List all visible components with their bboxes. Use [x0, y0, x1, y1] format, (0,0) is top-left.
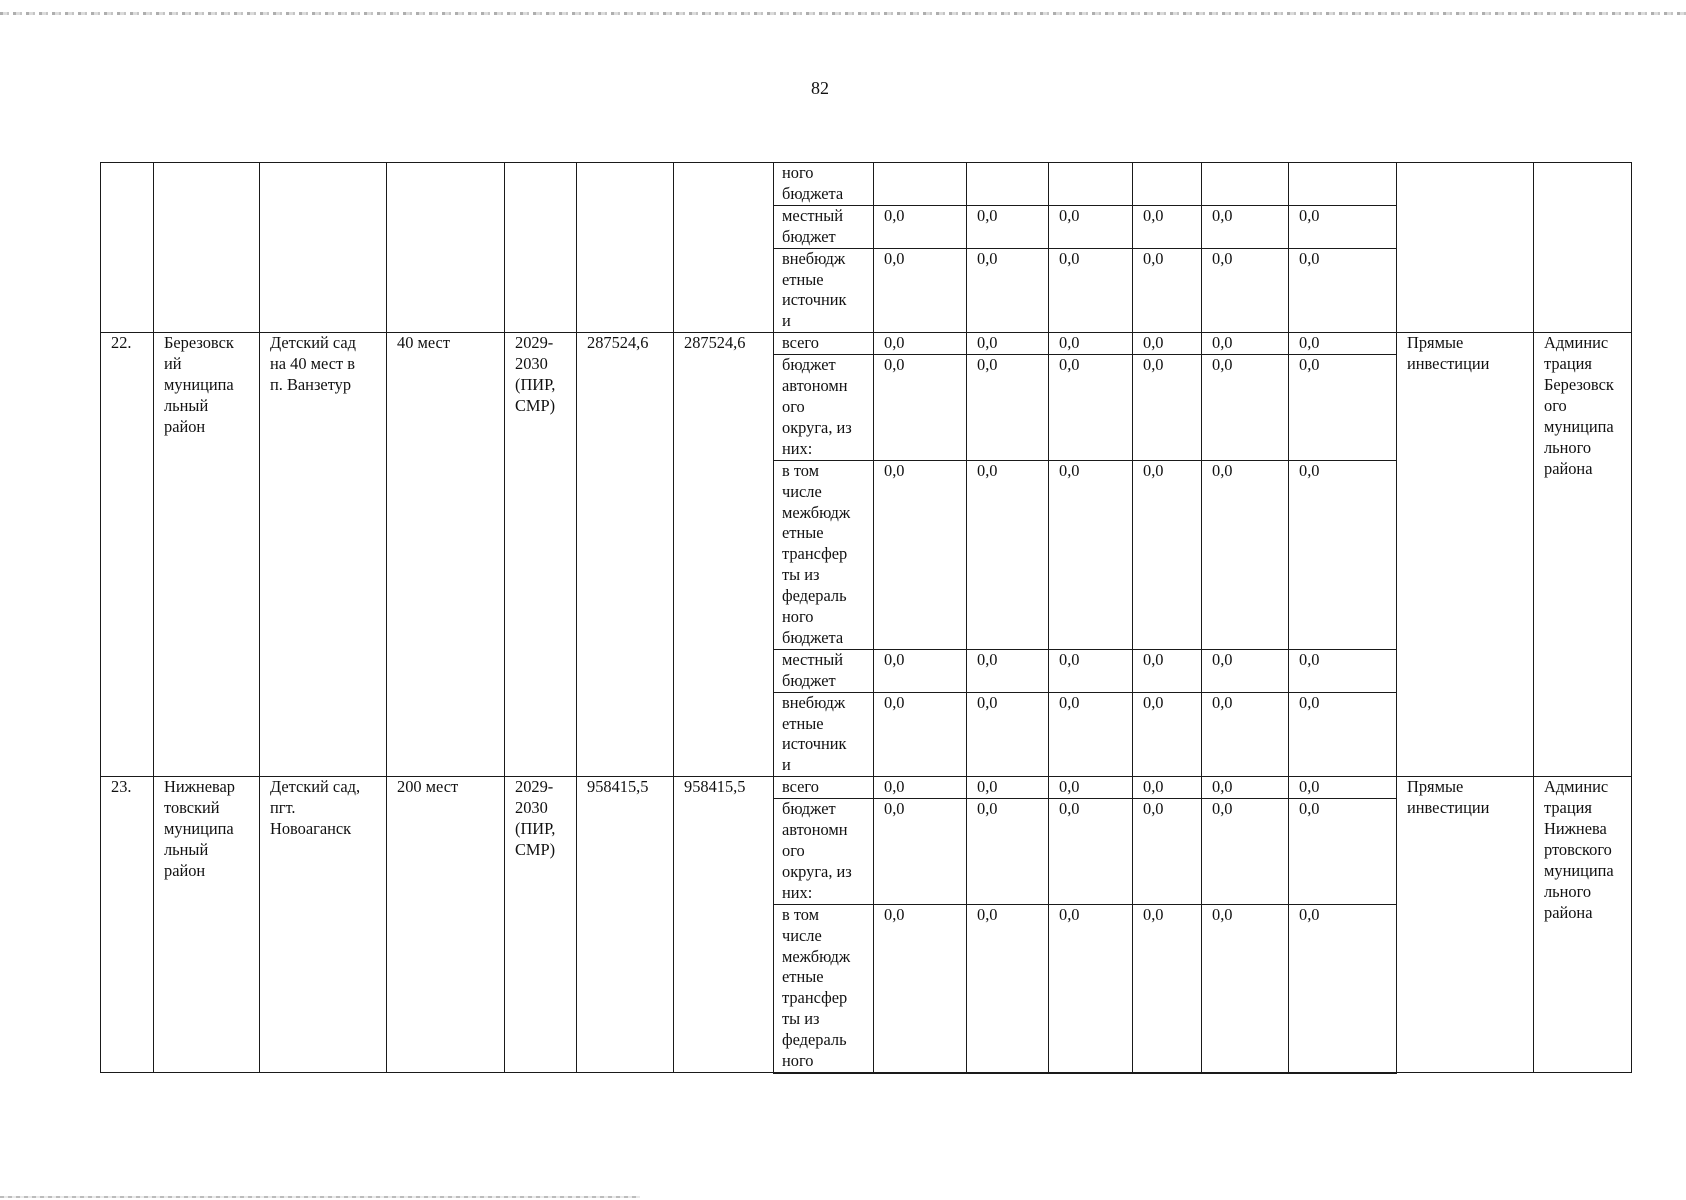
entry-1-funding-source-3	[774, 649, 874, 692]
entry-1-responsible	[1534, 333, 1632, 777]
entry-1-capacity	[387, 333, 505, 777]
entry-2-value-1-4	[1202, 799, 1289, 905]
entry-2-number	[101, 777, 154, 1073]
entry-1-cost-remaining-text: 287524,6	[684, 333, 746, 353]
continuation-mechanism	[1397, 163, 1534, 333]
entry-1-value-3-1-text: 0,0	[977, 649, 998, 669]
continuation-value-2-1-text: 0,0	[977, 248, 998, 268]
entry-1-value-4-5-text: 0,0	[1299, 692, 1320, 712]
entry-1-value-2-0-text: 0,0	[884, 460, 905, 480]
entry-1-value-4-1-text: 0,0	[977, 692, 998, 712]
entry-1-value-4-3	[1133, 692, 1202, 777]
entry-1-value-0-3-text: 0,0	[1143, 333, 1164, 353]
entry-1-value-3-3-text: 0,0	[1143, 649, 1164, 669]
entry-2-value-0-2	[1049, 777, 1133, 799]
entry-1-value-4-5	[1289, 692, 1397, 777]
continuation-responsible	[1534, 163, 1632, 333]
entry-1-municipality	[154, 333, 260, 777]
entry-2-period	[505, 777, 577, 1073]
continuation-funding-source-1	[774, 205, 874, 248]
entry-1-value-2-5	[1289, 460, 1397, 649]
entry-2-value-0-4-text: 0,0	[1212, 777, 1233, 797]
entry-2-cost-total-text: 958415,5	[587, 777, 649, 797]
continuation-value-1-5-text: 0,0	[1299, 205, 1320, 225]
table-row	[101, 163, 1632, 206]
entry-2-value-0-2-text: 0,0	[1059, 777, 1080, 797]
entry-2-value-1-0	[874, 799, 967, 905]
entry-1-value-1-3	[1133, 355, 1202, 461]
entry-1-value-1-4-text: 0,0	[1212, 355, 1233, 375]
entry-1-value-4-2	[1049, 692, 1133, 777]
entry-1-value-1-1-text: 0,0	[977, 355, 998, 375]
entry-1-funding-source-4-text: внебюдж етные источник и	[782, 692, 847, 775]
continuation-empty-col-1	[154, 163, 260, 333]
continuation-empty-col-0	[101, 163, 154, 333]
continuation-value-1-3-text: 0,0	[1143, 205, 1164, 225]
entry-1-value-2-5-text: 0,0	[1299, 460, 1320, 480]
entry-1-municipality-text: Березовск ий муниципа льный район	[164, 333, 234, 436]
entry-2-value-0-3	[1133, 777, 1202, 799]
entry-2-value-0-1	[967, 777, 1049, 799]
entry-2-object	[260, 777, 387, 1073]
continuation-funding-source-0	[774, 163, 874, 206]
entry-1-value-2-0	[874, 460, 967, 649]
entry-2-capacity	[387, 777, 505, 1073]
entry-1-value-1-0-text: 0,0	[884, 355, 905, 375]
entry-1-funding-source-4	[774, 692, 874, 777]
entry-2-value-0-0-text: 0,0	[884, 777, 905, 797]
entry-2-value-1-4-text: 0,0	[1212, 799, 1233, 819]
entry-2-value-0-5	[1289, 777, 1397, 799]
continuation-value-0-5	[1289, 163, 1397, 206]
entry-1-funding-source-1-text: бюджет автономн ого округа, из них:	[782, 355, 852, 458]
entry-1-value-0-5	[1289, 333, 1397, 355]
continuation-value-2-0-text: 0,0	[884, 248, 905, 268]
financing-table-body	[101, 163, 1632, 1073]
entry-1-value-0-2	[1049, 333, 1133, 355]
entry-1-mechanism	[1397, 333, 1534, 777]
continuation-value-1-1	[967, 205, 1049, 248]
continuation-value-1-3	[1133, 205, 1202, 248]
entry-1-value-3-0	[874, 649, 967, 692]
entry-2-value-0-3-text: 0,0	[1143, 777, 1164, 797]
entry-2-value-2-5	[1289, 904, 1397, 1073]
continuation-value-1-2	[1049, 205, 1133, 248]
entry-2-value-2-1-text: 0,0	[977, 904, 998, 924]
entry-1-funding-source-0-text: всего	[782, 333, 819, 353]
continuation-value-2-2-text: 0,0	[1059, 248, 1080, 268]
continuation-value-2-1	[967, 248, 1049, 333]
continuation-funding-source-1-text: местный бюджет	[782, 205, 844, 246]
continuation-value-1-1-text: 0,0	[977, 205, 998, 225]
entry-1-capacity-text: 40 мест	[397, 333, 450, 353]
continuation-value-1-4	[1202, 205, 1289, 248]
entry-1-value-4-1	[967, 692, 1049, 777]
continuation-value-2-3-text: 0,0	[1143, 248, 1164, 268]
entry-1-funding-source-3-text: местный бюджет	[782, 649, 844, 690]
continuation-value-0-4	[1202, 163, 1289, 206]
entry-2-responsible	[1534, 777, 1632, 1073]
entry-1-value-4-4	[1202, 692, 1289, 777]
entry-2-value-2-1	[967, 904, 1049, 1073]
entry-2-funding-source-2	[774, 904, 874, 1073]
entry-1-funding-source-0	[774, 333, 874, 355]
entry-1-value-4-0-text: 0,0	[884, 692, 905, 712]
page-number: 82	[811, 78, 829, 98]
entry-2-value-2-2-text: 0,0	[1059, 904, 1080, 924]
entry-2-object-text: Детский сад, пгт. Новоаганск	[270, 777, 361, 839]
entry-2-value-1-5	[1289, 799, 1397, 905]
entry-1-value-2-1	[967, 460, 1049, 649]
entry-1-value-0-4	[1202, 333, 1289, 355]
table-row	[101, 777, 1632, 799]
entry-2-value-2-5-text: 0,0	[1299, 904, 1320, 924]
entry-1-period-text: 2029- 2030 (ПИР, СМР)	[515, 333, 556, 415]
entry-2-value-2-3-text: 0,0	[1143, 904, 1164, 924]
continuation-funding-source-2	[774, 248, 874, 333]
entry-1-value-4-4-text: 0,0	[1212, 692, 1233, 712]
entry-2-value-2-4-text: 0,0	[1212, 904, 1233, 924]
continuation-value-0-3	[1133, 163, 1202, 206]
continuation-empty-col-4	[505, 163, 577, 333]
entry-1-value-0-1-text: 0,0	[977, 333, 998, 353]
scan-edge-top	[0, 12, 1686, 15]
entry-1-value-0-3	[1133, 333, 1202, 355]
entry-1-value-3-5-text: 0,0	[1299, 649, 1320, 669]
entry-2-value-1-3-text: 0,0	[1143, 799, 1164, 819]
entry-2-cost-total	[577, 777, 674, 1073]
entry-1-value-3-2-text: 0,0	[1059, 649, 1080, 669]
financing-table	[100, 162, 1632, 1074]
entry-2-value-2-0-text: 0,0	[884, 904, 905, 924]
entry-1-value-1-5-text: 0,0	[1299, 355, 1320, 375]
entry-1-period	[505, 333, 577, 777]
continuation-value-2-5-text: 0,0	[1299, 248, 1320, 268]
continuation-empty-col-2	[260, 163, 387, 333]
entry-2-value-0-4	[1202, 777, 1289, 799]
continuation-value-0-0	[874, 163, 967, 206]
entry-1-value-3-1	[967, 649, 1049, 692]
entry-1-value-1-2	[1049, 355, 1133, 461]
financing-table-frame	[100, 162, 1631, 1074]
entry-1-value-0-0-text: 0,0	[884, 333, 905, 353]
entry-1-value-2-3-text: 0,0	[1143, 460, 1164, 480]
continuation-value-1-4-text: 0,0	[1212, 205, 1233, 225]
entry-1-value-0-5-text: 0,0	[1299, 333, 1320, 353]
scan-edge-bottom	[0, 1196, 640, 1198]
entry-1-value-3-5	[1289, 649, 1397, 692]
table-row	[101, 333, 1632, 355]
entry-2-value-2-0	[874, 904, 967, 1073]
entry-2-value-2-4	[1202, 904, 1289, 1073]
entry-1-value-2-1-text: 0,0	[977, 460, 998, 480]
continuation-value-1-2-text: 0,0	[1059, 205, 1080, 225]
continuation-value-2-3	[1133, 248, 1202, 333]
entry-1-value-2-3	[1133, 460, 1202, 649]
entry-2-value-1-1	[967, 799, 1049, 905]
entry-1-value-4-0	[874, 692, 967, 777]
continuation-funding-source-0-text: ного бюджета	[782, 163, 844, 203]
continuation-value-2-4-text: 0,0	[1212, 248, 1233, 268]
entry-1-value-1-5	[1289, 355, 1397, 461]
entry-2-value-2-3	[1133, 904, 1202, 1073]
entry-1-value-1-2-text: 0,0	[1059, 355, 1080, 375]
entry-2-municipality	[154, 777, 260, 1073]
entry-1-object	[260, 333, 387, 777]
entry-2-value-1-3	[1133, 799, 1202, 905]
entry-2-value-1-5-text: 0,0	[1299, 799, 1320, 819]
entry-1-value-0-1	[967, 333, 1049, 355]
entry-2-value-0-5-text: 0,0	[1299, 777, 1320, 797]
continuation-value-1-0-text: 0,0	[884, 205, 905, 225]
entry-1-value-1-1	[967, 355, 1049, 461]
entry-2-value-0-1-text: 0,0	[977, 777, 998, 797]
entry-1-number-text: 22.	[111, 333, 132, 353]
entry-1-value-4-3-text: 0,0	[1143, 692, 1164, 712]
entry-2-funding-source-0	[774, 777, 874, 799]
continuation-empty-col-5	[577, 163, 674, 333]
continuation-empty-col-3	[387, 163, 505, 333]
entry-2-value-0-0	[874, 777, 967, 799]
entry-1-value-3-4	[1202, 649, 1289, 692]
entry-1-value-1-4	[1202, 355, 1289, 461]
entry-1-number	[101, 333, 154, 777]
entry-1-value-1-3-text: 0,0	[1143, 355, 1164, 375]
entry-2-funding-source-1	[774, 799, 874, 905]
entry-2-value-1-2	[1049, 799, 1133, 905]
continuation-value-0-1	[967, 163, 1049, 206]
entry-1-value-2-2	[1049, 460, 1133, 649]
entry-1-value-0-0	[874, 333, 967, 355]
continuation-value-2-2	[1049, 248, 1133, 333]
entry-2-funding-source-1-text: бюджет автономн ого округа, из них:	[782, 799, 852, 902]
entry-1-responsible-text: Админис трация Березовск ого муниципа льного района	[1544, 333, 1614, 478]
entry-1-funding-source-1	[774, 355, 874, 461]
entry-1-object-text: Детский сад на 40 мест в п. Ванзетур	[270, 333, 356, 395]
entry-1-value-3-3	[1133, 649, 1202, 692]
entry-1-funding-source-2-text: в том числе межбюдж етные трансфер ты из федераль ного бюджета	[782, 460, 851, 647]
entry-2-capacity-text: 200 мест	[397, 777, 459, 797]
continuation-value-2-5	[1289, 248, 1397, 333]
entry-1-value-2-4	[1202, 460, 1289, 649]
entry-2-funding-source-0-text: всего	[782, 777, 819, 797]
entry-1-cost-total	[577, 333, 674, 777]
entry-1-value-3-2	[1049, 649, 1133, 692]
entry-1-value-3-0-text: 0,0	[884, 649, 905, 669]
entry-1-cost-total-text: 287524,6	[587, 333, 649, 353]
continuation-empty-col-6	[674, 163, 774, 333]
continuation-funding-source-2-text: внебюдж етные источник и	[782, 248, 847, 331]
entry-2-mechanism	[1397, 777, 1534, 1073]
entry-1-value-1-0	[874, 355, 967, 461]
entry-2-value-1-1-text: 0,0	[977, 799, 998, 819]
entry-1-funding-source-2	[774, 460, 874, 649]
continuation-value-1-5	[1289, 205, 1397, 248]
continuation-value-1-0	[874, 205, 967, 248]
entry-2-cost-remaining	[674, 777, 774, 1073]
entry-2-mechanism-text: Прямые инвестиции	[1407, 777, 1490, 818]
entry-2-number-text: 23.	[111, 777, 132, 797]
entry-1-value-4-2-text: 0,0	[1059, 692, 1080, 712]
entry-1-mechanism-text: Прямые инвестиции	[1407, 333, 1490, 374]
entry-2-municipality-text: Нижневар товский муниципа льный район	[164, 777, 235, 880]
continuation-value-2-4	[1202, 248, 1289, 333]
entry-2-responsible-text: Админис трация Нижнева ртовского муниципа льного района	[1544, 777, 1614, 922]
entry-1-value-0-4-text: 0,0	[1212, 333, 1233, 353]
entry-1-value-2-4-text: 0,0	[1212, 460, 1233, 480]
entry-1-value-0-2-text: 0,0	[1059, 333, 1080, 353]
entry-1-value-2-2-text: 0,0	[1059, 460, 1080, 480]
entry-2-value-2-2	[1049, 904, 1133, 1073]
entry-2-funding-source-2-text: в том числе межбюдж етные трансфер ты из федераль ного	[782, 904, 851, 1071]
entry-2-value-1-0-text: 0,0	[884, 799, 905, 819]
entry-1-value-3-4-text: 0,0	[1212, 649, 1233, 669]
entry-2-period-text: 2029- 2030 (ПИР, СМР)	[515, 777, 556, 859]
continuation-value-0-2	[1049, 163, 1133, 206]
continuation-value-2-0	[874, 248, 967, 333]
entry-2-cost-remaining-text: 958415,5	[684, 777, 746, 797]
entry-1-cost-remaining	[674, 333, 774, 777]
entry-2-value-1-2-text: 0,0	[1059, 799, 1080, 819]
